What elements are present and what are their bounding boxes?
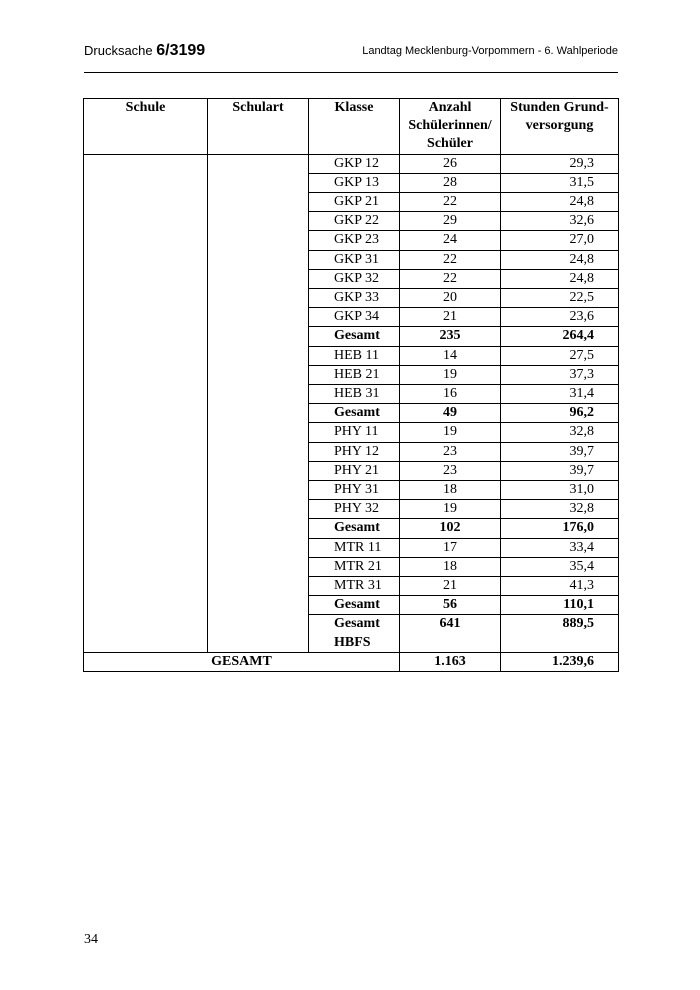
anzahl-cell: 16 [400,385,501,404]
anzahl-cell: 26 [400,154,501,173]
col-header-stunden: Stunden Grund- versorgung [501,99,619,155]
doc-number: 6/3199 [156,42,206,59]
anzahl-cell: 19 [400,423,501,442]
anzahl-cell: 22 [400,193,501,212]
klasse-cell: PHY 32 [309,500,400,519]
anzahl-cell: 23 [400,461,501,480]
stunden-cell: 35,4 [501,557,619,576]
stunden-cell: 31,0 [501,481,619,500]
page-number: 34 [84,932,98,947]
stunden-cell: 27,0 [501,231,619,250]
col-header-schule: Schule [84,99,208,155]
anzahl-cell: 19 [400,365,501,384]
stunden-cell: 32,8 [501,500,619,519]
anzahl-cell: 19 [400,500,501,519]
stunden-cell: 32,6 [501,212,619,231]
stunden-cell: 176,0 [501,519,619,538]
klasse-cell: Gesamt [309,519,400,538]
anzahl-cell: 28 [400,173,501,192]
klasse-cell: GKP 33 [309,289,400,308]
stunden-cell: 96,2 [501,404,619,423]
klasse-cell: PHY 12 [309,442,400,461]
anzahl-cell: 235 [400,327,501,346]
grand-total-anzahl: 1.163 [400,652,501,671]
stunden-cell: 37,3 [501,365,619,384]
stunden-cell: 31,5 [501,173,619,192]
klasse-cell: PHY 31 [309,481,400,500]
data-table [83,98,619,672]
stunden-cell: 23,6 [501,308,619,327]
document-number [84,42,205,60]
klasse-cell: HEB 21 [309,365,400,384]
klasse-cell: Gesamt [309,327,400,346]
anzahl-cell: 29 [400,212,501,231]
klasse-cell: Gesamt [309,404,400,423]
table-body [84,154,619,652]
stunden-cell: 41,3 [501,577,619,596]
anzahl-cell: 49 [400,404,501,423]
anzahl-cell: 56 [400,596,501,615]
klasse-cell: PHY 21 [309,461,400,480]
klasse-cell: Gesamt [309,596,400,615]
klasse-cell: GKP 12 [309,154,400,173]
stunden-cell: 32,8 [501,423,619,442]
stunden-cell: 24,8 [501,193,619,212]
stunden-cell: 29,3 [501,154,619,173]
grand-total-label: GESAMT [84,652,400,671]
klasse-cell: GKP 21 [309,193,400,212]
parliament-name: Landtag Mecklenburg-Vorpommern - 6. Wahlperiode [362,45,618,57]
schulart-cell [208,154,309,652]
anzahl-cell: 641 [400,615,501,652]
anzahl-cell: 22 [400,269,501,288]
klasse-cell: MTR 21 [309,557,400,576]
header-rule [84,72,618,73]
klasse-cell: HEB 11 [309,346,400,365]
anzahl-cell: 14 [400,346,501,365]
doc-label: Drucksache [84,43,153,58]
anzahl-cell: 23 [400,442,501,461]
klasse-cell: GKP 22 [309,212,400,231]
anzahl-cell: 17 [400,538,501,557]
anzahl-cell: 24 [400,231,501,250]
col-header-schulart: Schulart [208,99,309,155]
anzahl-cell: 18 [400,557,501,576]
klasse-cell: PHY 11 [309,423,400,442]
col-header-anzahl: Anzahl Schülerinnen/ Schüler [400,99,501,155]
klasse-cell: GKP 31 [309,250,400,269]
table-row [84,154,619,173]
table-header-row [84,99,619,155]
stunden-cell: 33,4 [501,538,619,557]
stunden-cell: 27,5 [501,346,619,365]
schule-cell [84,154,208,652]
stunden-cell: 24,8 [501,269,619,288]
stunden-cell: 889,5 [501,615,619,652]
klasse-cell: GKP 13 [309,173,400,192]
stunden-cell: 31,4 [501,385,619,404]
grand-total-stunden: 1.239,6 [501,652,619,671]
col-header-klasse: Klasse [309,99,400,155]
klasse-cell: MTR 11 [309,538,400,557]
klasse-cell: Gesamt HBFS [309,615,400,652]
klasse-cell: GKP 32 [309,269,400,288]
anzahl-cell: 20 [400,289,501,308]
anzahl-cell: 18 [400,481,501,500]
stunden-cell: 110,1 [501,596,619,615]
anzahl-cell: 102 [400,519,501,538]
anzahl-cell: 21 [400,577,501,596]
stunden-cell: 22,5 [501,289,619,308]
anzahl-cell: 21 [400,308,501,327]
anzahl-cell: 22 [400,250,501,269]
grand-total-row [84,652,619,671]
klasse-cell: MTR 31 [309,577,400,596]
stunden-cell: 24,8 [501,250,619,269]
klasse-cell: HEB 31 [309,385,400,404]
klasse-cell: GKP 23 [309,231,400,250]
klasse-cell: GKP 34 [309,308,400,327]
stunden-cell: 264,4 [501,327,619,346]
stunden-cell: 39,7 [501,442,619,461]
stunden-cell: 39,7 [501,461,619,480]
